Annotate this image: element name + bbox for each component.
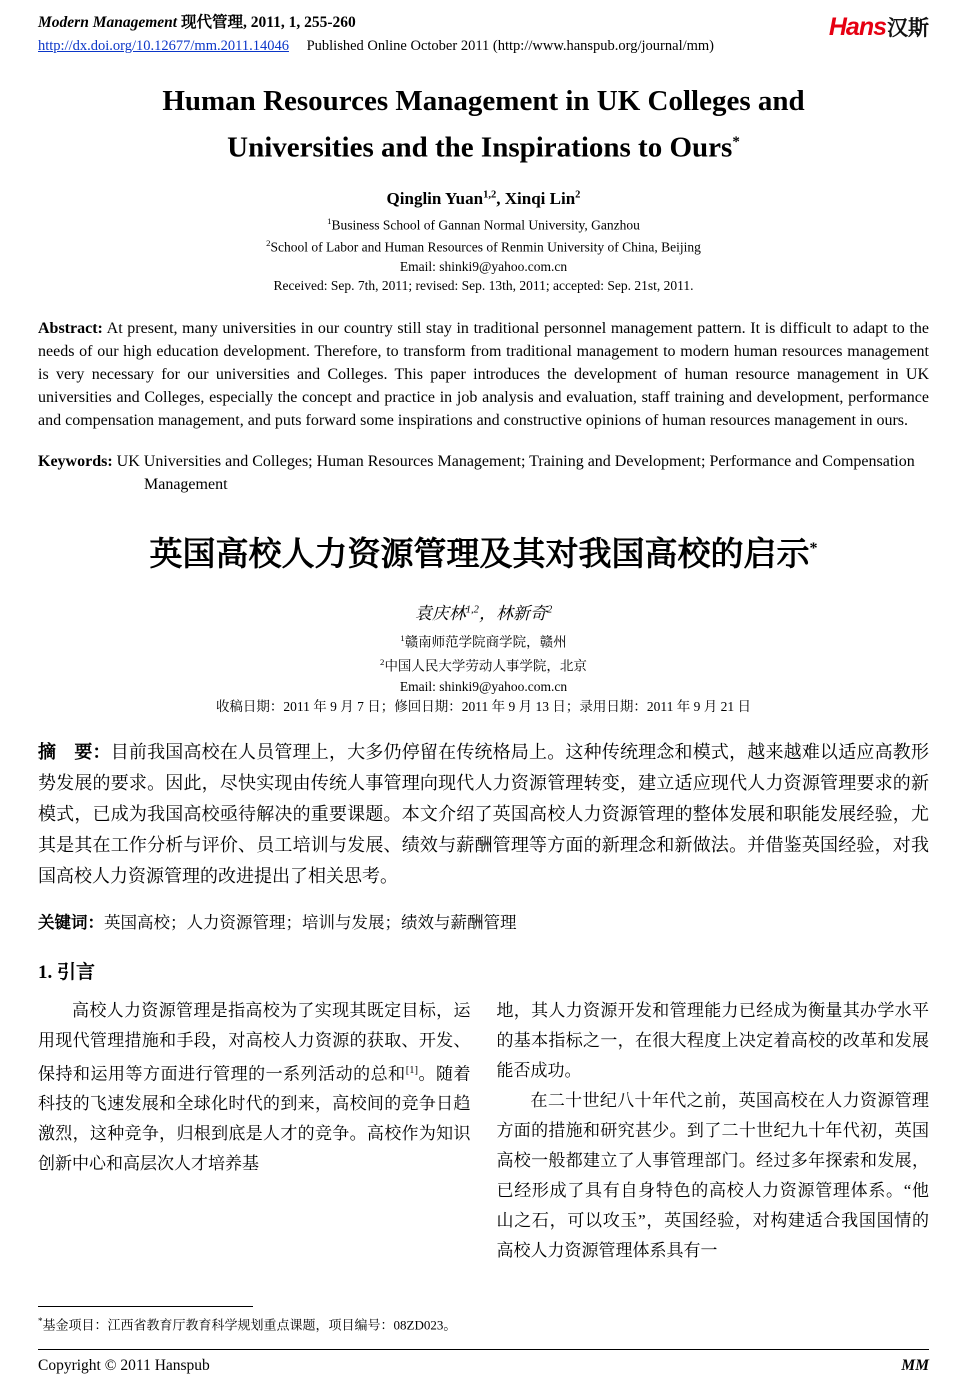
abstract-label-chinese: 摘 要： xyxy=(38,741,111,762)
footnote-text-line xyxy=(38,1311,471,1335)
affiliation-2-mark: 2 xyxy=(266,238,271,249)
author-2-name-chinese: 林新奇 xyxy=(495,603,547,623)
authors-english xyxy=(38,189,929,209)
title-chinese-footnote-mark: * xyxy=(809,539,818,557)
keywords-text-chinese: 英国高校；人力资源管理；培训与发展；绩效与薪酬管理 xyxy=(104,912,517,932)
section-1-heading: 1. 引言 xyxy=(38,961,96,983)
hans-logo xyxy=(829,12,929,42)
journal-doi-line xyxy=(38,38,714,55)
body-paragraph-left-part2: 。随着科技的飞速发展和全球化时代的到来，高校间的竞争日趋激烈，这种竞争，归根到底是人才的竞争。高校作为知识创新中心和高层次人才培养基 xyxy=(38,1064,471,1174)
email-line-english: Email: shinki9@yahoo.com.cn xyxy=(399,258,568,274)
published-info: Published Online October 2011 (http://www.hanspub.org/journal/mm) xyxy=(306,38,715,54)
author-1-affil-mark: 1,2 xyxy=(483,189,497,200)
funding-footnote xyxy=(38,1298,471,1335)
copyright-notice: Copyright © 2011 Hanspub xyxy=(38,1357,210,1374)
body-paragraph-right-1: 地，其人力资源开发和管理能力已经成为衡量其办学水平的基本指标之一，在很大程度上决定着高校的改革和发展能否成功。 xyxy=(496,1000,929,1080)
affiliation-2-mark-chinese: 2 xyxy=(380,657,385,668)
email-line-chinese: Email: shinki9@yahoo.com.cn xyxy=(399,678,568,694)
author-separator-chinese: ， xyxy=(478,603,496,623)
body-paragraph-left xyxy=(38,996,471,1180)
dates-line-chinese: 收稿日期：2011 年 9 月 7 日；修回日期：2011 年 9 月 13 日；录用日期：2011 年 9 月 21 日 xyxy=(215,698,752,714)
journal-header-left xyxy=(38,10,714,55)
affiliation-2-text: School of Labor and Human Resources of Renmin University of China, Beijing xyxy=(270,239,701,255)
dates-line-english: Received: Sep. 7th, 2011; revised: Sep. 13th, 2011; accepted: Sep. 21st, 2011. xyxy=(273,277,694,293)
affiliation-2 xyxy=(38,234,929,257)
author-2-affil-mark-chinese: 2 xyxy=(546,604,553,615)
body-paragraph-right-2: 在二十世纪八十年代之前，英国高校在人力资源管理方面的措施和研究甚少。到了二十世纪九十年代初，英国高校一般都建立了人事管理部门。经过多年探索和发展，已经形成了具有自身特色的高校人力资源管理体系。“他山之石，可以攻玉”，英国经验，对构建适合我国国情的高校人力资源管理体系具有一 xyxy=(496,1090,929,1260)
keywords-chinese xyxy=(38,909,929,933)
paper-title-chinese xyxy=(38,528,929,575)
authors-chinese xyxy=(38,599,929,624)
affiliation-1-text: Business School of Gannan Normal University, Ganzhou xyxy=(331,217,640,233)
citation-1: [1] xyxy=(405,1064,418,1076)
author-separator: , xyxy=(496,188,505,208)
affiliation-1 xyxy=(38,212,929,235)
doi-link[interactable]: http://dx.doi.org/10.12677/mm.2011.14046 xyxy=(38,38,289,54)
hans-logo-chinese: 汉斯 xyxy=(887,17,929,40)
footnote-text: 基金项目：江西省教育厅教育科学规划重点课题，项目编号：08ZD023。 xyxy=(42,1317,457,1332)
keywords-label-chinese: 关键词： xyxy=(38,912,104,932)
left-column xyxy=(38,996,471,1335)
author-1-affil-mark-chinese: 1,2 xyxy=(465,604,479,615)
affiliations-english xyxy=(38,212,929,295)
keywords-text-english: UK Universities and Colleges; Human Resources Management; Training and Development; Performance and Compensation Management xyxy=(116,452,915,493)
title-footnote-mark: * xyxy=(732,134,740,150)
affiliations-chinese xyxy=(38,628,929,717)
title-line-2: Universities and the Inspirations to Ours xyxy=(227,131,733,164)
title-line-1: Human Resources Management in UK Colleges and xyxy=(162,85,805,117)
journal-name: Modern Management xyxy=(38,14,178,31)
body-paragraph-left-part1: 高校人力资源管理是指高校为了实现其既定目标，运用现代管理措施和手段，对高校人力资源的获取、开发、保持和运用等方面进行管理的一系列活动的总和 xyxy=(38,1000,471,1084)
author-1-name: Qinglin Yuan xyxy=(386,188,484,208)
journal-issue-info: 现代管理, 2011, 1, 255-260 xyxy=(180,14,356,31)
author-2-affil-mark: 2 xyxy=(575,189,581,200)
author-1-name-chinese: 袁庆林 xyxy=(414,603,466,623)
footnote-mark: * xyxy=(38,1315,43,1326)
author-2-name: Xinqi Lin xyxy=(504,188,576,208)
hans-logo-latin: Hans xyxy=(828,13,886,41)
paper-title-english xyxy=(38,81,929,169)
affiliation-1-mark: 1 xyxy=(327,215,332,226)
page-footer xyxy=(38,1349,929,1375)
abstract-text-english: At present, many universities in our country still stay in traditional personnel management pattern. It is difficult to adapt to the needs of our high education development. Therefore, to transform from traditional management to modern human resources management is very necessary for our universities and Colleges. This paper introduces the development of human resource management in UK universities and Colleges, especially the concept and practice in job analysis and evaluation, staff training and development, performance and compensation management, and puts forward some inspirations and constructive opinions of human resources management in ours. xyxy=(38,319,930,429)
abstract-label-english: Abstract: xyxy=(38,319,103,337)
affiliation-1-text-chinese: 赣南师范学院商学院，赣州 xyxy=(404,634,567,650)
journal-title-line xyxy=(38,10,714,32)
keywords-english xyxy=(38,450,929,496)
journal-header xyxy=(38,10,929,55)
affiliation-1-mark-chinese: 1 xyxy=(400,632,405,643)
affiliation-2-text-chinese: 中国人民大学劳动人事学院，北京 xyxy=(384,658,587,674)
title-chinese-text: 英国高校人力资源管理及其对我国高校的启示 xyxy=(149,536,810,573)
affiliation-2-chinese xyxy=(38,652,929,677)
footnote-rule xyxy=(38,1306,253,1307)
right-column xyxy=(497,996,930,1335)
abstract-english xyxy=(38,317,929,432)
abstract-text-chinese: 目前我国高校在人员管理上，大多仍停留在传统格局上。这种传统理念和模式，越来越难以适应高教形势发展的要求。因此，尽快实现由传统人事管理向现代人力资源管理转变，建立适应现代人力资源管理要求的新模式，已成为我国高校亟待解决的重要课题。本文介绍了英国高校人力资源管理的整体发展和职能发展经验，尤其是其在工作分析与评价、员工培训与发展、绩效与薪酬管理等方面的新理念和新做法。并借鉴英国经验，对我国高校人力资源管理的改进提出了相关思考。 xyxy=(38,741,929,886)
two-column-body xyxy=(38,996,929,1335)
affiliation-1-chinese xyxy=(38,628,929,653)
abstract-chinese xyxy=(38,737,929,892)
keywords-label-english: Keywords: xyxy=(38,452,113,470)
journal-code: MM xyxy=(901,1357,929,1374)
